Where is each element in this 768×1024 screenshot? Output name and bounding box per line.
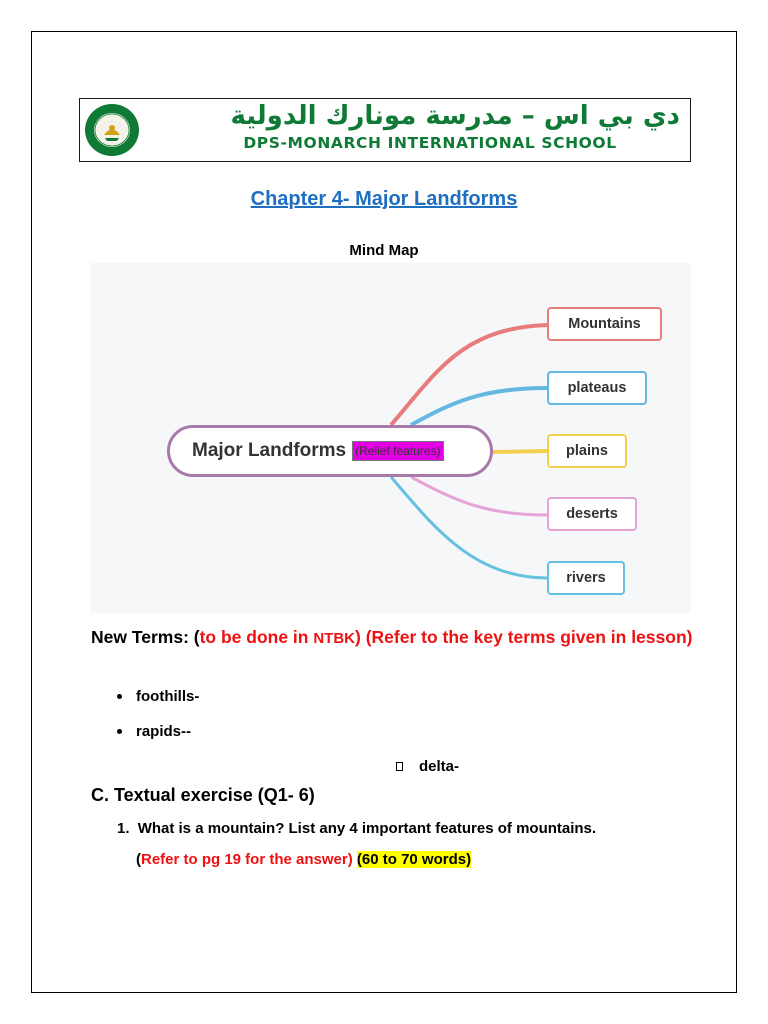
bullet-icon: [117, 694, 122, 699]
term-item: [117, 688, 199, 705]
branch-node-mountains: Mountains: [547, 307, 662, 341]
new-terms-label: New Terms: (: [91, 627, 200, 647]
connector-rivers: [391, 477, 547, 578]
term-text: foothills-: [136, 688, 200, 705]
connector-mountains: [391, 325, 547, 425]
missing-glyph-icon: [396, 762, 403, 771]
branch-node-plateaus: plateaus: [547, 371, 647, 405]
new-terms-ntbk: NTBK: [313, 630, 356, 647]
bullet-icon: [117, 729, 122, 734]
question-text: What is a mountain? List any 4 important features of mountains.: [137, 820, 597, 837]
chapter-title: Chapter 4- Major Landforms: [250, 188, 518, 210]
branch-node-plains: plains: [547, 434, 627, 468]
mind-map-heading: Mind Map: [349, 242, 419, 259]
word-limit: (60 to 70 words): [356, 851, 472, 868]
hint-open-paren: (: [136, 851, 141, 868]
term-item: [117, 723, 191, 740]
branch-node-rivers: rivers: [547, 561, 625, 595]
term-text: rapids--: [136, 723, 192, 740]
connector-plains: [493, 451, 547, 452]
term-item: [396, 758, 459, 775]
new-terms-heading: [91, 626, 701, 650]
question-1: [117, 820, 596, 837]
school-banner: [79, 98, 691, 162]
question-1-hint: [136, 851, 471, 868]
mind-map: [91, 263, 691, 613]
central-node-tag: (Relief features): [352, 441, 443, 461]
central-node-label: Major Landforms: [192, 440, 347, 461]
school-crest-icon: [84, 102, 140, 158]
connector-deserts: [411, 477, 547, 515]
school-name-english: DPS-MONARCH INTERNATIONAL SCHOOL: [243, 134, 617, 152]
connector-plateaus: [411, 388, 547, 425]
central-node: [167, 425, 493, 477]
section-heading: C. Textual exercise (Q1- 6): [91, 785, 315, 805]
hint-text: Refer to pg 19 for the answer): [141, 851, 353, 868]
branch-node-deserts: deserts: [547, 497, 637, 531]
school-name-arabic: دي بي اس – مدرسة مونارك الدولية: [230, 101, 680, 131]
term-text: delta-: [419, 758, 460, 775]
new-terms-note-rest: ) (Refer to the key terms given in lesson): [355, 627, 693, 647]
question-number: 1.: [117, 820, 130, 837]
new-terms-note: to be done in: [199, 627, 314, 647]
